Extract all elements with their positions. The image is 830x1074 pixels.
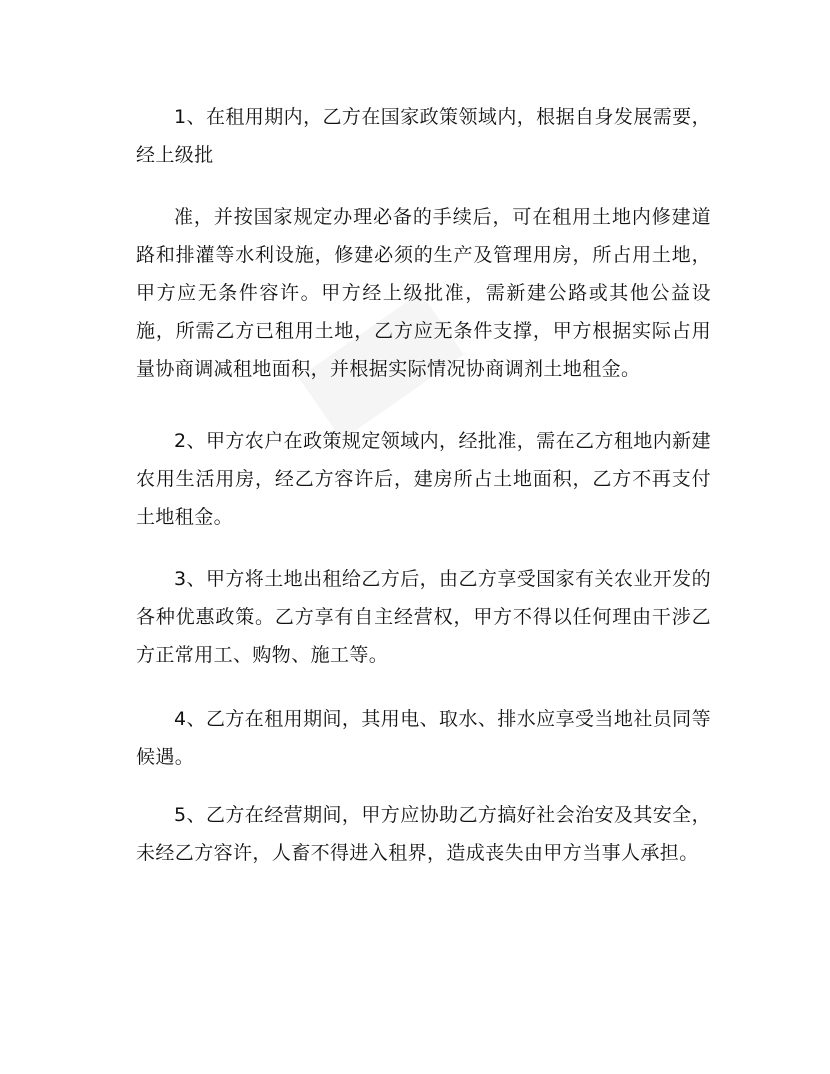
paragraph-clause-1: 1、在租用期内，乙方在国家政策领域内，根据自身发展需要，经上级批 [136, 106, 711, 166]
paragraph-clause-3: 3、甲方将土地出租给乙方后，由乙方享受国家有关农业开发的各种优惠政策。乙方享有自主经营权，甲方不得以任何理由干涉乙方正常用工、购物、施工等。 [136, 568, 711, 666]
paragraph-clause-2: 2、甲方农户在政策规定领域内，经批准，需在乙方租地内新建农用生活用房，经乙方容许后，建房所占土地面积，乙方不再支付土地租金。 [136, 430, 711, 528]
paragraph-clause-4: 4、乙方在租用期间，其用电、取水、排水应享受当地社员同等候遇。 [136, 708, 711, 768]
paragraph-clause-1-continued: 准，并按国家规定办理必备的手续后，可在租用土地内修建道路和排灌等水利设施，修建必须的生产及管理用房，所占用土地，甲方应无条件容许。甲方经上级批准，需新建公路或其他公益设施，所需乙方已租用土地，乙方应无条件支撑，甲方根据实际占用量协商调减租地面积，并根据实际情况协商调剂土地租金。 [136, 206, 711, 380]
paragraph-clause-5: 5、乙方在经营期间，甲方应协助乙方搞好社会治安及其安全，未经乙方容许，人畜不得进入租界，造成丧失由甲方当事人承担。 [136, 804, 711, 864]
